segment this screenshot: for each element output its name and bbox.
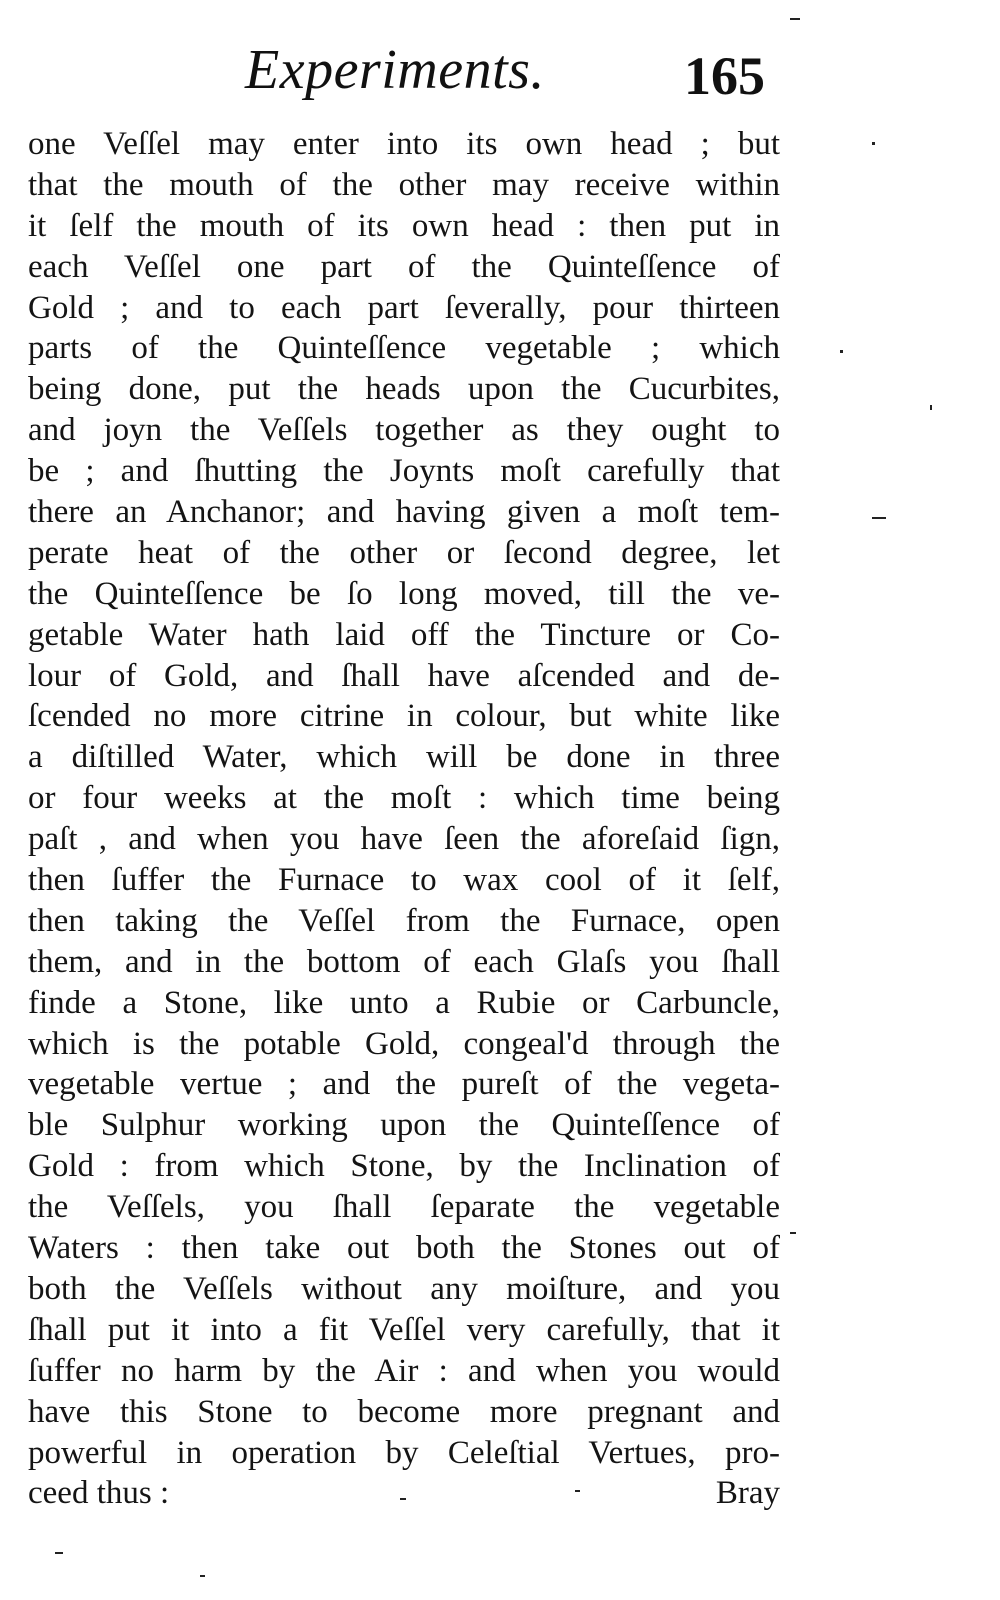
text-line: ble Sulphur working upon the Quinteſſence of: [28, 1107, 780, 1144]
text-line: the Quinteſſence be ſo long moved, till the ve-: [28, 575, 780, 612]
text-line: powerful in operation by Celeſtial Vertues, pro-: [28, 1434, 780, 1471]
scan-speck: [400, 1498, 406, 1500]
text-line: that the mouth of the other may receive within: [28, 166, 780, 203]
scan-speck: [790, 1232, 796, 1234]
text-line: then taking the Veſſel from the Furnace, open: [28, 902, 780, 939]
page-number: 165: [684, 46, 765, 106]
text-line: each Veſſel one part of the Quinteſſence of: [28, 248, 780, 285]
text-line: Gold ; and to each part ſeverally, pour thirteen: [28, 289, 780, 326]
running-title: Experiments.: [245, 39, 545, 101]
scan-speck: [872, 142, 875, 145]
text-line: being done, put the heads upon the Cucurbites,: [28, 371, 780, 408]
text-line: Waters : then take out both the Stones out of: [28, 1230, 780, 1267]
text-line: ſcended no more citrine in colour, but white like: [28, 698, 780, 735]
text-line: one Veſſel may enter into its own head ; but: [28, 126, 780, 162]
text-line: paſt , and when you have ſeen the aforeſaid ſign,: [28, 821, 780, 858]
text-line: a diſtilled Water, which will be done in three: [28, 739, 780, 776]
text-line: Gold : from which Stone, by the Inclination of: [28, 1148, 780, 1185]
text-line: vegetable vertue ; and the pureſt of the vegeta-: [28, 1066, 780, 1103]
text-line: parts of the Quinteſſence vegetable ; which: [28, 330, 780, 367]
text-line: perate heat of the other or ſecond degree, let: [28, 534, 780, 571]
text-line-last: [28, 1473, 780, 1514]
catchword: Bray: [715, 1475, 780, 1512]
scan-speck: [790, 18, 800, 20]
scan-speck: [840, 350, 843, 353]
text-line: the Veſſels, you ſhall ſeparate the vegetable: [28, 1189, 780, 1226]
text-line: then ſuffer the Furnace to wax cool of it ſelf,: [28, 862, 780, 899]
text-line: have this Stone to become more pregnant and: [28, 1393, 780, 1430]
text-line: it ſelf the mouth of its own head : then put in: [28, 207, 780, 244]
scan-speck: [575, 1490, 580, 1492]
text-line: which is the potable Gold, congeal'd through the: [28, 1025, 780, 1062]
page-header: [0, 30, 1000, 110]
text-line: ſhall put it into a fit Veſſel very carefully, that it: [28, 1311, 780, 1348]
text-line: getable Water hath laid off the Tincture or Co-: [28, 616, 780, 653]
scan-speck: [55, 1552, 63, 1554]
text-line: both the Veſſels without any moiſture, and you: [28, 1270, 780, 1307]
scan-speck: [872, 517, 886, 519]
text-line: be ; and ſhutting the Joynts moſt carefully that: [28, 453, 780, 490]
text-line: and joyn the Veſſels together as they ought to: [28, 412, 780, 449]
text-line: or four weeks at the moſt : which time being: [28, 780, 780, 817]
scan-speck: [930, 405, 932, 410]
scan-speck: [200, 1575, 205, 1577]
text-line: them, and in the bottom of each Glaſs you ſhall: [28, 943, 780, 980]
text-line: lour of Gold, and ſhall have aſcended and de-: [28, 657, 780, 694]
text-line: ſuffer no harm by the Air : and when you would: [28, 1352, 780, 1389]
text-line: there an Anchanor; and having given a moſt tem-: [28, 494, 780, 531]
body-text: [28, 124, 780, 1514]
text-line: finde a Stone, like unto a Rubie or Carbuncle,: [28, 984, 780, 1021]
final-line-text: ceed thus :: [28, 1475, 170, 1512]
